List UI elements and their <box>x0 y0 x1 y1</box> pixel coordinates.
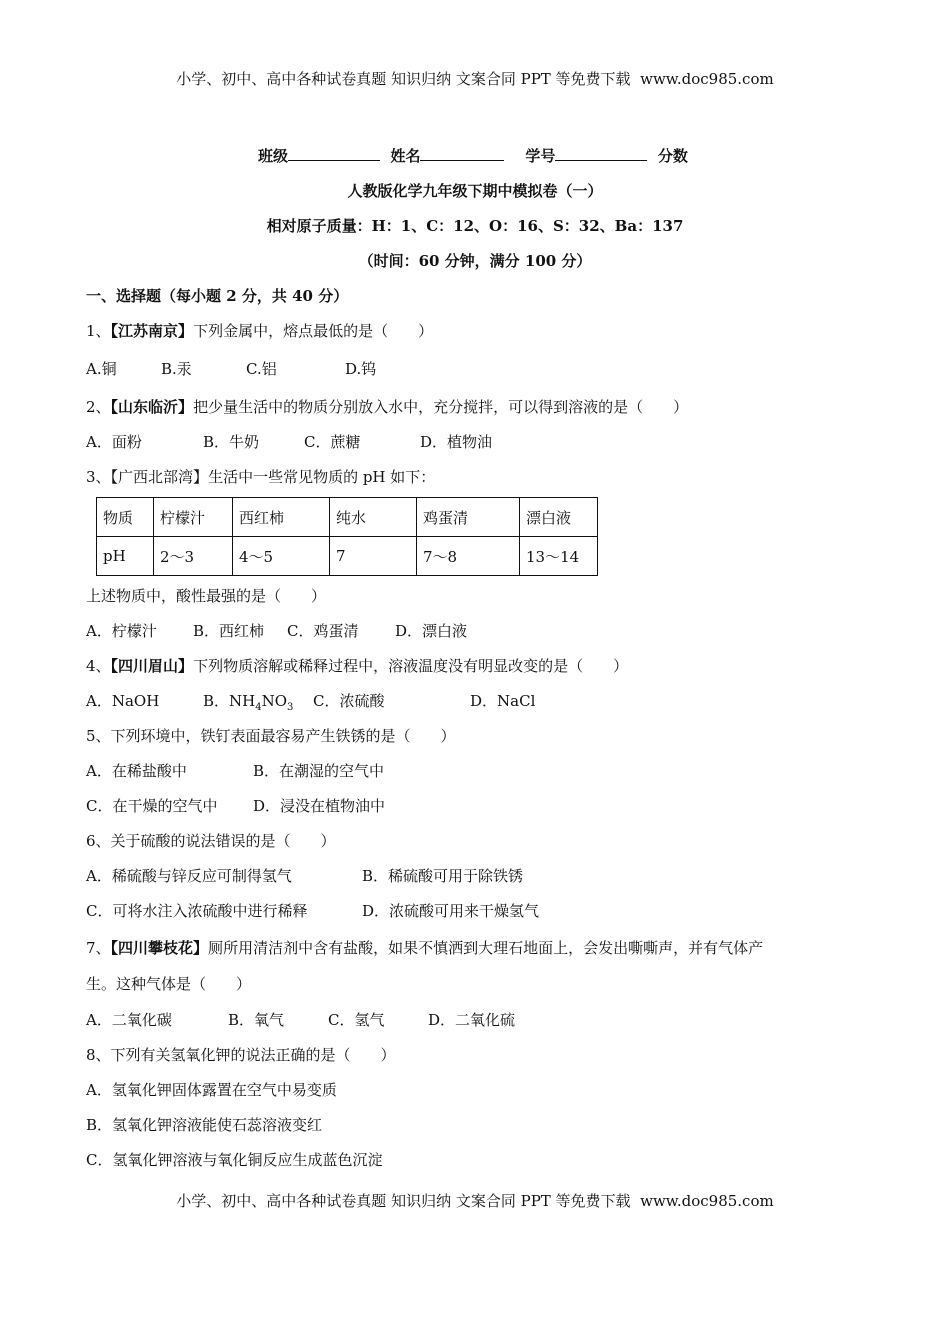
q8-option-a: A．氢氧化钾固体露置在空气中易变质 <box>86 1081 337 1099</box>
id-blank <box>555 146 647 161</box>
table-cell: 漂白液 <box>520 498 598 537</box>
info-line <box>258 146 688 166</box>
id-label: 学号 <box>525 147 556 165</box>
q6-option-b: B．稀硫酸可用于除铁锈 <box>362 867 524 885</box>
ph-table <box>96 497 598 576</box>
q1-option-c: C.铝 <box>246 360 277 378</box>
q3-option-d: D．漂白液 <box>395 622 468 640</box>
table-cell: 7～8 <box>417 537 520 576</box>
q8-option-c: C．氢氧化钾溶液与氧化铜反应生成蓝色沉淀 <box>86 1151 383 1169</box>
q6-option-a: A．稀硫酸与锌反应可制得氢气 <box>86 867 292 885</box>
table-cell: 柠檬汁 <box>154 498 233 537</box>
footer-watermark-url: www.doc985.com <box>640 1192 774 1210</box>
question-5: 5、下列环境中，铁钉表面最容易产生铁锈的是（ ） <box>86 727 456 745</box>
header-watermark <box>0 69 950 89</box>
q7-option-a: A．二氧化碳 <box>86 1011 172 1029</box>
q3-number: 3、 <box>86 468 111 486</box>
q5-option-c: C．在干燥的空气中 <box>86 797 218 815</box>
question-7-continued: 生。这种气体是（ ） <box>86 975 252 993</box>
question-7 <box>86 938 763 958</box>
question-1 <box>86 321 433 341</box>
question-6: 6、关于硫酸的说法错误的是（ ） <box>86 832 336 850</box>
q1-text: 下列金属中，熔点最低的是（ ） <box>193 322 434 340</box>
table-cell: 纯水 <box>330 498 417 537</box>
table-row <box>97 537 598 576</box>
q3-option-a: A．柠檬汁 <box>86 622 157 640</box>
name-blank <box>420 146 504 161</box>
q4-option-a: A．NaOH <box>86 692 160 710</box>
footer-watermark <box>0 1191 950 1211</box>
q2-text: 把少量生活中的物质分别放入水中，充分搅拌，可以得到溶液的是（ ） <box>193 398 689 416</box>
table-cell: 4～5 <box>233 537 330 576</box>
q3-follow-up: 上述物质中，酸性最强的是（ ） <box>86 587 327 605</box>
table-cell: 鸡蛋清 <box>417 498 520 537</box>
q5-option-d: D．浸没在植物油中 <box>253 797 386 815</box>
q7-option-c: C．氢气 <box>328 1011 385 1029</box>
question-8: 8、下列有关氢氧化钾的说法正确的是（ ） <box>86 1046 396 1064</box>
question-2 <box>86 397 688 417</box>
q7-source: 【四川攀枝花】 <box>110 939 209 957</box>
q2-option-d: D．植物油 <box>420 433 493 451</box>
q3-source: 【广西北部湾】 <box>110 468 209 486</box>
q3-option-b: B．西红柿 <box>193 622 265 640</box>
q2-number: 2、 <box>86 398 111 416</box>
score-label: 分数 <box>657 147 688 165</box>
table-row <box>97 498 598 537</box>
question-3 <box>86 467 435 487</box>
q2-option-a: A．面粉 <box>86 433 142 451</box>
table-cell: 物质 <box>97 498 154 537</box>
q1-number: 1、 <box>86 322 111 340</box>
q2-source: 【山东临沂】 <box>110 398 194 416</box>
q1-option-d: D.钨 <box>345 360 377 378</box>
q3-option-c: C．鸡蛋清 <box>287 622 359 640</box>
q7-option-b: B．氧气 <box>228 1011 285 1029</box>
q2-option-c: C．蔗糖 <box>304 433 361 451</box>
q1-source: 【江苏南京】 <box>110 322 194 340</box>
q1-option-a: A.铜 <box>86 360 117 378</box>
q6-option-d: D．浓硫酸可用来干燥氢气 <box>362 902 540 920</box>
table-cell: pH <box>97 537 154 576</box>
q4-text: 下列物质溶解或稀释过程中，溶液温度没有明显改变的是（ ） <box>193 657 629 675</box>
q5-option-b: B．在潮湿的空气中 <box>253 762 385 780</box>
q4-option-b-text: B．NH <box>203 692 256 710</box>
class-label: 班级 <box>258 147 289 165</box>
q4-option-b-mid: NO <box>261 692 288 710</box>
q4-option-b-sub1: 4 <box>255 702 262 713</box>
q7-number: 7、 <box>86 939 111 957</box>
question-4 <box>86 656 628 676</box>
q7-text: 厕所用清洁剂中含有盐酸，如果不慎洒到大理石地面上，会发出嘶嘶声，并有气体产 <box>208 939 764 957</box>
q1-option-b: B.汞 <box>161 360 192 378</box>
page-title: 人教版化学九年级下期中模拟卷（一） <box>347 182 603 200</box>
watermark-url: www.doc985.com <box>640 70 774 88</box>
table-cell: 西红柿 <box>233 498 330 537</box>
q4-source: 【四川眉山】 <box>110 657 194 675</box>
q6-option-c: C．可将水注入浓硫酸中进行稀释 <box>86 902 308 920</box>
q4-option-c: C．浓硫酸 <box>313 692 385 710</box>
q4-option-b-sub2: 3 <box>287 702 294 713</box>
q2-option-b: B．牛奶 <box>203 433 260 451</box>
q4-option-b <box>203 691 293 718</box>
q7-option-d: D．二氧化硫 <box>428 1011 516 1029</box>
q3-text: 生活中一些常见物质的 pH 如下： <box>208 468 436 486</box>
table-cell: 13～14 <box>520 537 598 576</box>
q8-option-b: B．氢氧化钾溶液能使石蕊溶液变红 <box>86 1116 323 1134</box>
class-blank <box>288 146 380 161</box>
q4-number: 4、 <box>86 657 111 675</box>
q5-option-a: A．在稀盐酸中 <box>86 762 187 780</box>
footer-watermark-text: 小学、初中、高中各种试卷真题 知识归纳 文案合同 PPT 等免费下载 <box>176 1192 631 1210</box>
atomic-mass: 相对原子质量：H：1、C：12、O：16、S：32、Ba：137 <box>266 217 684 235</box>
table-cell: 2～3 <box>154 537 233 576</box>
q4-option-d: D．NaCl <box>470 692 536 710</box>
table-cell: 7 <box>330 537 417 576</box>
name-label: 姓名 <box>390 147 421 165</box>
time-note: （时间：60 分钟，满分 100 分） <box>358 252 592 270</box>
section-heading: 一、选择题（每小题 2 分，共 40 分） <box>86 287 349 305</box>
watermark-text: 小学、初中、高中各种试卷真题 知识归纳 文案合同 PPT 等免费下载 <box>176 70 631 88</box>
